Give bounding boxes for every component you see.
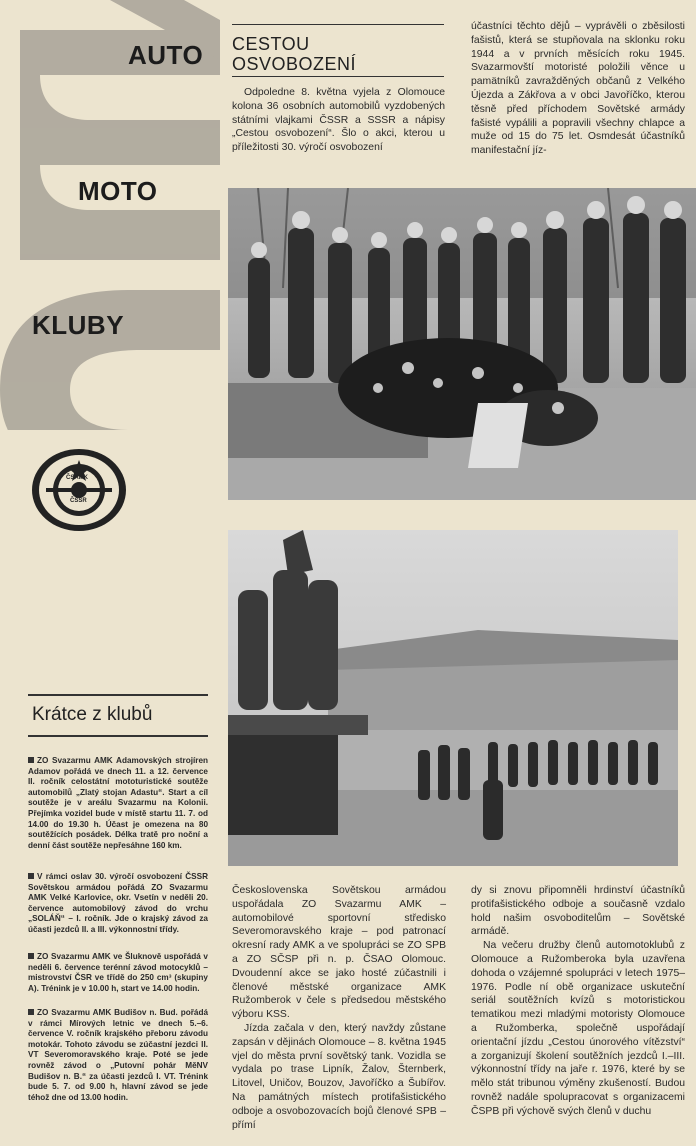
body-col2-paragraph-1: dy si znovu připomněli hrdinství účastníků protifašistického odboje a současně vzdalo hold našim osvoboditelům – Sovětské armádě.	[471, 885, 685, 938]
news-item-4	[28, 1008, 208, 1103]
photo-monument-crowd-image	[228, 530, 678, 866]
section-word-moto: MOTO	[78, 176, 158, 206]
logo-text-bottom: ČSSR	[70, 498, 87, 504]
news-item-3-text: ZO Svazarmu AMK ve Šluknově uspořádá v neděli 6. července terénní závod motocyklů – mistrovství ČSR ve třídě do 250 cm³ (skupiny A). Trénink je v 10.00 h, start ve 14.00 hodin.	[28, 952, 208, 993]
news-item-1-text: ZO Svazarmu AMK Adamovských strojíren Adamov pořádá ve dnech 11. a 12. července II. ročník celostátní mototuristické soutěže automobilů „Zlatý stojan Adastu“. Start a cíl soutěže je v areálu Svazarmu na Kolonii. Přejímka vozidel bude v místě startu 11. 7. od 14.00 do 19.30 h. Účast je omezena na 80 soutěžících posádek. Délka tratě pro noční a denní část soutěže nepřesáhne 160 km.	[28, 756, 208, 850]
section-word-auto: AUTO	[128, 40, 204, 70]
bullet-square-icon	[28, 1009, 34, 1015]
photo-memorial-wreaths-image	[228, 188, 696, 500]
body-col1-paragraph-1: Československa Sovětskou armádou uspořádala ZO Svazarmu AMK – automobilové sportovní středisko Severomoravského kraje – pod patronací okresní rady AMK a ve spolupráci se ZO SPB a ZO SČSP při n. p. ČSAO Olomouc. Dvoudenní akce se jako hosté zúčastnili i členové městské organizace AMK Ružomberok v čele s předsedou městského výboru KSS.	[232, 885, 446, 1021]
photo-memorial-wreaths	[228, 188, 696, 500]
body-col1-paragraph-2: Jízda začala v den, který navždy zůstane zapsán v dějinách Olomouce – 8. května 1945 vjel do města první sovětský tank. Vozidla se vydala po trase Lipník, Žalov, Šternberk, Litovel, Uničov, Bouzov, Javoříčko a Šubířov. Na památných místech protifašistického odboje a osvobozovacích bojů členové SPB – přímí	[232, 1022, 446, 1131]
article-body-col2	[471, 884, 685, 1119]
news-heading: Krátce z klubů	[32, 704, 153, 725]
news-item-2	[28, 872, 208, 936]
article-intro-col1	[232, 86, 445, 155]
article-title-line2: OSVOBOZENÍ	[232, 54, 357, 74]
intro-paragraph-1: Odpoledne 8. května vyjela z Olomouce kolona 36 osobních automobilů vyzdobených státními vlajkami ČSSR a SSSR a nápisy „Cestou osvobození“. Šlo o akci, kterou u příležitosti 30. výročí osvobození	[232, 87, 445, 154]
intro-paragraph-2: účastníci těchto dějů – vyprávěli o zběsilosti fašistů, která se stupňovala na sklonku roku 1944 a v prvních měsících roku 1945. Svazarmovští motoristé položili věnce u pamätníků zavražděných občanů z Velkého Újezda a Zákřova a v obci Javoříčko, kterou těsně před příchodem Sovětské armády fašisté vypálili a popravili všechny chlapce a muže od 15 do 75 let. Osmdesát účastníků manifestační jíz-	[471, 21, 685, 157]
title-rule-bottom	[232, 76, 444, 77]
amk-logo-graphic	[30, 446, 128, 534]
news-item-1	[28, 756, 208, 851]
news-item-3	[28, 952, 208, 994]
news-item-4-text: ZO Svazarmu AMK Budišov n. Bud. pořádá v rámci Mírových letnic ve dnech 5.–6. července V. ročník krajského přeboru závodu motokár. Tohoto závodu se zúčastní jezdci II. VT Severomoravského kraje. Poté se jede rovněž závod o „Putovní pohár MěNV Budišov n. B.“ za účasti jezdců I. VT. Trénink bude 5. 7. od 9.00 h, hlavní závod se jede téhož dne od 13.00 hodin.	[28, 1008, 208, 1102]
logo-text-top: ČSAMK	[66, 475, 88, 481]
article-title-line1: CESTOU	[232, 34, 310, 54]
news-rule-top	[28, 694, 208, 696]
article-body-col1	[232, 884, 446, 1132]
section-word-kluby: KLUBY	[32, 310, 125, 340]
news-rule-bottom	[28, 735, 208, 737]
amk-logo	[30, 446, 128, 534]
bullet-square-icon	[28, 757, 34, 763]
bullet-square-icon	[28, 953, 34, 959]
body-col2-paragraph-2: Na večeru družby členů automotoklubů z Olomouce a Ružomberoka byla uzavřena dohoda o vzájemné spolupráci v letech 1975–1976. Podle ní obě organizace uskuteční seriál soutěžních kvízů s motoristickou tematikou mezi mladými motoristy Olomouce a Ružomberka, společně uspořádají orientační jízdu „Cestou únorového vítězství“ a zorganizují školení soutěžních jezdců I.–III. výkonnostní třídy na jaře r. 1976, které by se mělo stát tribunou výměny zkušeností. Budou rovněž nadále spolupracovat s organizacemi ČSPB při výchově svých členů v duchu	[471, 940, 685, 1117]
article-title	[232, 34, 442, 74]
photo-monument-crowd	[228, 530, 678, 866]
article-intro-col2	[471, 20, 685, 158]
bullet-square-icon	[28, 873, 34, 879]
title-rule-top	[232, 24, 444, 25]
news-item-2-text: V rámci oslav 30. výročí osvobození ČSSR Sovětskou armádou pořádá ZO Svazarmu AMK Velké Karlovice, okr. Vsetín v neděli 20. července automobilový závod do vrchu „SOLÁŇ“ – I. ročník. Jde o krajský závod za účasti jezdců II. a III. výkonnostní třídy.	[28, 872, 208, 934]
